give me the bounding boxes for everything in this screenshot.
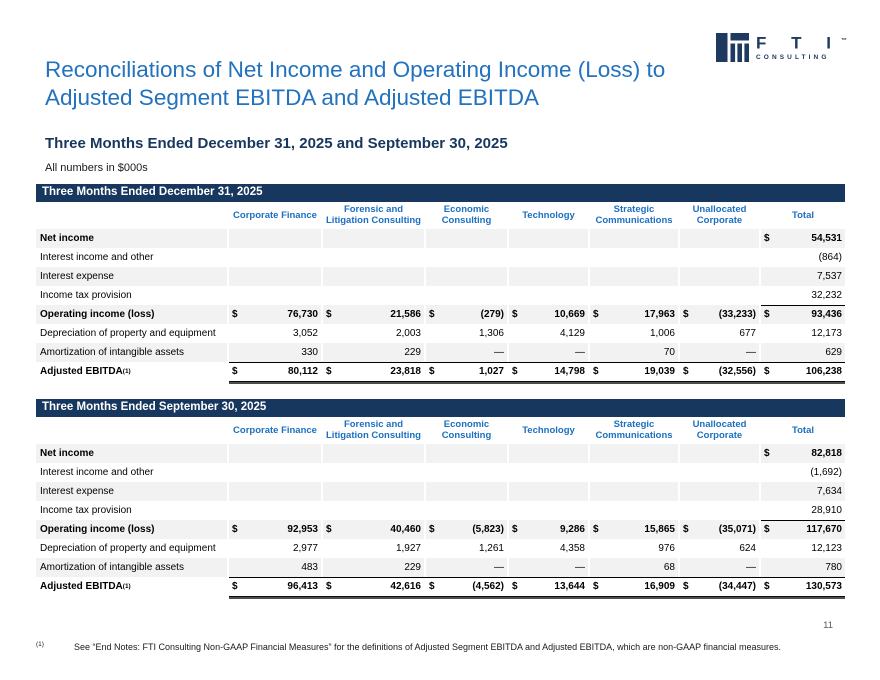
dollar-sign: $ <box>683 581 689 592</box>
cell-value: 16,909 <box>644 581 675 592</box>
table-cell <box>323 324 424 343</box>
table-cell <box>509 229 588 248</box>
table-cell <box>509 577 588 596</box>
table-cell <box>426 501 507 520</box>
table-cell <box>426 286 507 305</box>
table-cell <box>590 305 678 324</box>
row-label: Depreciation of property and equipment <box>40 543 216 554</box>
table-row <box>36 482 845 501</box>
table-cell <box>229 577 321 596</box>
fti-consulting-logo <box>716 33 847 62</box>
dollar-sign: $ <box>764 233 770 244</box>
table-cell <box>323 501 424 520</box>
table-cell <box>590 577 678 596</box>
ebitda-double-rule <box>229 596 845 599</box>
table-cell <box>323 267 424 286</box>
cell-value: 229 <box>404 347 421 358</box>
dollar-sign: $ <box>593 309 599 320</box>
cell-value: (1,692) <box>810 467 842 478</box>
table-cell <box>426 444 507 463</box>
table-cell <box>761 267 845 286</box>
table-cell <box>426 577 507 596</box>
table-cell <box>509 558 588 577</box>
cell-value: 28,910 <box>811 505 842 516</box>
table-cell <box>590 539 678 558</box>
table-cell <box>590 286 678 305</box>
table-row <box>36 463 845 482</box>
table-cell <box>761 520 845 539</box>
cell-value: (33,233) <box>718 309 756 320</box>
table-cell <box>680 463 759 482</box>
cell-value: 7,537 <box>816 271 842 282</box>
table-cell <box>323 482 424 501</box>
table-cell <box>426 482 507 501</box>
table-cell <box>509 362 588 381</box>
slide-subtitle: Three Months Ended December 31, 2025 and September 30, 2025 <box>45 135 508 152</box>
cell-value: 1,261 <box>478 543 504 554</box>
cell-value: — <box>575 562 585 573</box>
table-cell <box>590 558 678 577</box>
table-cell <box>509 520 588 539</box>
table-cell <box>761 362 845 381</box>
footnote-ref: (1) <box>122 368 131 375</box>
page-title-line1: Reconciliations of Net Income and Operating Income (Loss) to <box>45 57 666 82</box>
cell-value: 106,238 <box>805 366 842 377</box>
table-cell <box>509 539 588 558</box>
column-header: Total <box>792 209 814 221</box>
cell-value: (864) <box>818 252 842 263</box>
cell-value: 780 <box>825 562 842 573</box>
ebitda-double-rule <box>229 381 845 384</box>
cell-value: (32,556) <box>718 366 756 377</box>
table-cell <box>426 362 507 381</box>
table-cell <box>509 248 588 267</box>
table-cell <box>761 248 845 267</box>
cell-value: 330 <box>301 347 318 358</box>
logo-text <box>756 33 847 61</box>
dollar-sign: $ <box>683 524 689 535</box>
table-cell <box>323 520 424 539</box>
table-row <box>36 444 845 463</box>
row-label: Interest expense <box>36 267 227 286</box>
table-cell <box>680 362 759 381</box>
table-cell <box>426 324 507 343</box>
cell-value: 483 <box>301 562 318 573</box>
table-cell <box>323 558 424 577</box>
table-cell <box>509 501 588 520</box>
row-label: Income tax provision <box>40 290 132 301</box>
cell-value: — <box>746 347 756 358</box>
dollar-sign: $ <box>429 309 435 320</box>
dollar-sign: $ <box>326 309 332 320</box>
table-cell <box>680 539 759 558</box>
cell-value: (4,562) <box>472 581 504 592</box>
row-label: Depreciation of property and equipment <box>40 328 216 339</box>
cell-value: 7,634 <box>816 486 842 497</box>
table-row <box>36 362 845 381</box>
table-cell <box>680 577 759 596</box>
column-header-corner <box>36 202 227 229</box>
subtotal-rule <box>761 305 845 306</box>
cell-value: 82,818 <box>811 448 842 459</box>
table-cell <box>229 520 321 539</box>
column-header: Unallocated Corporate <box>692 204 747 226</box>
table-cell <box>761 501 845 520</box>
table-cell <box>590 463 678 482</box>
column-header: Strategic Communications <box>595 419 673 441</box>
column-header: Economic Consulting <box>441 204 492 226</box>
dollar-sign: $ <box>683 309 689 320</box>
footnote-marker: (1) <box>36 641 44 648</box>
table-cell <box>323 286 424 305</box>
cell-value: 23,818 <box>390 366 421 377</box>
column-header-row <box>36 417 845 444</box>
table-cell <box>323 444 424 463</box>
cell-value: 117,670 <box>806 524 842 535</box>
cell-value: — <box>575 347 585 358</box>
table-row <box>36 520 845 539</box>
cell-value: 130,573 <box>805 581 842 592</box>
table-cell <box>680 558 759 577</box>
table-cell <box>323 229 424 248</box>
table-cell <box>761 229 845 248</box>
footnote <box>36 642 826 652</box>
table-cell <box>509 444 588 463</box>
cell-value: 4,358 <box>559 543 585 554</box>
units-note: All numbers in $000s <box>45 162 148 174</box>
page-title-line2: Adjusted Segment EBITDA and Adjusted EBITDA <box>45 85 540 110</box>
table-row <box>36 577 845 596</box>
table-cell <box>229 229 321 248</box>
table-row <box>36 558 845 577</box>
column-header: Technology <box>522 424 575 436</box>
row-label: Net income <box>36 229 227 248</box>
table-row <box>36 343 845 362</box>
cell-value: 12,123 <box>811 543 842 554</box>
cell-value: 42,616 <box>390 581 421 592</box>
fti-column-icon <box>716 33 749 62</box>
table-cell <box>426 248 507 267</box>
row-label: Amortization of intangible assets <box>36 343 227 362</box>
row-label: Interest income and other <box>40 467 154 478</box>
table-row <box>36 229 845 248</box>
dollar-sign: $ <box>764 448 770 459</box>
table-cell <box>426 267 507 286</box>
table-cell <box>229 267 321 286</box>
table-row <box>36 305 845 324</box>
dollar-sign: $ <box>593 581 599 592</box>
table-cell <box>590 520 678 539</box>
dollar-sign: $ <box>764 524 770 535</box>
table-cell <box>509 463 588 482</box>
row-label: Income tax provision <box>40 505 132 516</box>
table-row <box>36 267 845 286</box>
table-cell <box>509 482 588 501</box>
row-label: Operating income (loss) <box>36 305 227 324</box>
column-header: Economic Consulting <box>441 419 492 441</box>
table-cell <box>680 286 759 305</box>
cell-value: 68 <box>663 562 675 573</box>
dollar-sign: $ <box>512 309 518 320</box>
dollar-sign: $ <box>326 366 332 377</box>
dollar-sign: $ <box>764 581 770 592</box>
cell-value: 40,460 <box>390 524 421 535</box>
cell-value: 2,003 <box>395 328 421 339</box>
dollar-sign: $ <box>764 309 770 320</box>
cell-value: 629 <box>825 347 842 358</box>
cell-value: 17,963 <box>644 309 675 320</box>
table-cell <box>590 324 678 343</box>
table-cell <box>680 229 759 248</box>
cell-value: 9,286 <box>559 524 585 535</box>
table-cell <box>323 539 424 558</box>
cell-value: 19,039 <box>644 366 675 377</box>
table-cell <box>590 444 678 463</box>
dollar-sign: $ <box>326 581 332 592</box>
table-cell <box>323 577 424 596</box>
dollar-sign: $ <box>593 524 599 535</box>
dollar-sign: $ <box>429 581 435 592</box>
table-cell <box>509 343 588 362</box>
table-cell <box>680 520 759 539</box>
dollar-sign: $ <box>232 309 238 320</box>
table-cell <box>426 520 507 539</box>
cell-value: 1,306 <box>478 328 504 339</box>
dollar-sign: $ <box>593 366 599 377</box>
column-header: Forensic and Litigation Consulting <box>326 204 421 226</box>
column-header: Forensic and Litigation Consulting <box>326 419 421 441</box>
dollar-sign: $ <box>764 366 770 377</box>
table-cell <box>680 248 759 267</box>
dollar-sign: $ <box>429 524 435 535</box>
row-label: Amortization of intangible assets <box>36 558 227 577</box>
column-header: Corporate Finance <box>233 424 317 436</box>
column-header: Corporate Finance <box>233 209 317 221</box>
table-title-bar: Three Months Ended September 30, 2025 <box>36 399 845 417</box>
dollar-sign: $ <box>512 366 518 377</box>
table-cell <box>590 343 678 362</box>
table-cell <box>229 286 321 305</box>
table-row <box>36 248 845 267</box>
cell-value: (34,447) <box>718 581 756 592</box>
table-cell <box>323 463 424 482</box>
table-cell <box>426 539 507 558</box>
page-title <box>45 56 765 112</box>
row-label: Adjusted EBITDA (1) <box>40 366 131 377</box>
table-row <box>36 501 845 520</box>
dollar-sign: $ <box>512 581 518 592</box>
cell-value: 93,436 <box>811 309 842 320</box>
table-cell <box>323 362 424 381</box>
cell-value: 3,052 <box>292 328 318 339</box>
table-cell <box>761 482 845 501</box>
cell-value: 13,644 <box>554 581 585 592</box>
cell-value: 677 <box>739 328 756 339</box>
table-cell <box>426 305 507 324</box>
cell-value: 80,112 <box>287 366 318 377</box>
table-cell <box>426 229 507 248</box>
table-cell <box>229 539 321 558</box>
table-cell <box>590 248 678 267</box>
table-cell <box>229 444 321 463</box>
table-cell <box>761 577 845 596</box>
dollar-sign: $ <box>512 524 518 535</box>
table-cell <box>229 305 321 324</box>
table-cell <box>761 463 845 482</box>
table-cell <box>590 229 678 248</box>
table-cell <box>680 267 759 286</box>
table-row <box>36 324 845 343</box>
table-title-bar: Three Months Ended December 31, 2025 <box>36 184 845 202</box>
dollar-sign: $ <box>232 366 238 377</box>
table-cell <box>426 343 507 362</box>
cell-value: 76,730 <box>287 309 318 320</box>
cell-value: 14,798 <box>554 366 585 377</box>
ebitda-top-rule <box>229 362 845 363</box>
table-cell <box>509 267 588 286</box>
table-cell <box>680 305 759 324</box>
cell-value: 1,027 <box>478 366 504 377</box>
column-header-corner <box>36 417 227 444</box>
cell-value: — <box>494 562 504 573</box>
table-cell <box>229 362 321 381</box>
table-cell <box>229 482 321 501</box>
cell-value: 96,413 <box>287 581 318 592</box>
table-cell <box>680 343 759 362</box>
table-cell <box>761 343 845 362</box>
column-header: Unallocated Corporate <box>692 419 747 441</box>
footnote-ref: (1) <box>122 583 131 590</box>
table-cell <box>229 324 321 343</box>
table-cell <box>680 482 759 501</box>
table-cell <box>426 463 507 482</box>
row-label: Interest expense <box>36 482 227 501</box>
cell-value: 229 <box>404 562 421 573</box>
cell-value: 1,006 <box>649 328 675 339</box>
table-september <box>36 399 845 596</box>
row-label: Interest income and other <box>40 252 154 263</box>
column-header: Strategic Communications <box>595 204 673 226</box>
cell-value: 54,531 <box>811 233 842 244</box>
trademark-symbol: ™ <box>840 38 847 44</box>
table-cell <box>590 362 678 381</box>
cell-value: (35,071) <box>718 524 756 535</box>
table-cell <box>509 324 588 343</box>
table-cell <box>761 305 845 324</box>
cell-value: 15,865 <box>644 524 675 535</box>
cell-value: — <box>494 347 504 358</box>
table-december <box>36 184 845 381</box>
cell-value: 92,953 <box>287 524 318 535</box>
cell-value: 70 <box>663 347 675 358</box>
dollar-sign: $ <box>326 524 332 535</box>
table-cell <box>509 305 588 324</box>
subtotal-rule <box>761 520 845 521</box>
table-cell <box>761 324 845 343</box>
table-row <box>36 286 845 305</box>
table-cell <box>590 501 678 520</box>
table-cell <box>509 286 588 305</box>
cell-value: 32,232 <box>811 290 842 301</box>
column-header: Technology <box>522 209 575 221</box>
ebitda-top-rule <box>229 577 845 578</box>
cell-value: 2,977 <box>292 543 318 554</box>
page-number: 11 <box>823 620 833 631</box>
table-cell <box>323 305 424 324</box>
cell-value: 12,173 <box>811 328 842 339</box>
table-cell <box>761 444 845 463</box>
table-cell <box>229 501 321 520</box>
cell-value: 10,669 <box>554 309 585 320</box>
table-cell <box>323 343 424 362</box>
table-cell <box>680 501 759 520</box>
table-row <box>36 539 845 558</box>
dollar-sign: $ <box>429 366 435 377</box>
table-cell <box>229 343 321 362</box>
cell-value: — <box>746 562 756 573</box>
logo-subtext: CONSULTING <box>756 53 830 61</box>
logo-letters <box>756 33 847 52</box>
cell-value: 1,927 <box>395 543 421 554</box>
table-cell <box>323 248 424 267</box>
dollar-sign: $ <box>683 366 689 377</box>
cell-value: 624 <box>739 543 756 554</box>
cell-value: (5,823) <box>472 524 504 535</box>
table-cell <box>761 558 845 577</box>
cell-value: (279) <box>480 309 504 320</box>
logo-letters-text: F T I <box>756 33 841 53</box>
column-header: Total <box>792 424 814 436</box>
table-cell <box>680 324 759 343</box>
dollar-sign: $ <box>232 581 238 592</box>
cell-value: 976 <box>658 543 675 554</box>
table-cell <box>229 558 321 577</box>
cell-value: 4,129 <box>559 328 585 339</box>
column-header-row <box>36 202 845 229</box>
row-label: Net income <box>36 444 227 463</box>
table-cell <box>761 286 845 305</box>
row-label: Adjusted EBITDA (1) <box>40 581 131 592</box>
table-cell <box>590 482 678 501</box>
table-cell <box>590 267 678 286</box>
table-cell <box>761 539 845 558</box>
table-cell <box>229 463 321 482</box>
cell-value: 21,586 <box>390 309 421 320</box>
footnote-text: See “End Notes: FTI Consulting Non-GAAP Financial Measures” for the definitions of Adjusted Segment EBITDA and Adjusted EBITDA, which are non-GAAP financial measures. <box>74 642 782 652</box>
table-cell <box>229 248 321 267</box>
table-cell <box>426 558 507 577</box>
table-cell <box>680 444 759 463</box>
dollar-sign: $ <box>232 524 238 535</box>
row-label: Operating income (loss) <box>36 520 227 539</box>
